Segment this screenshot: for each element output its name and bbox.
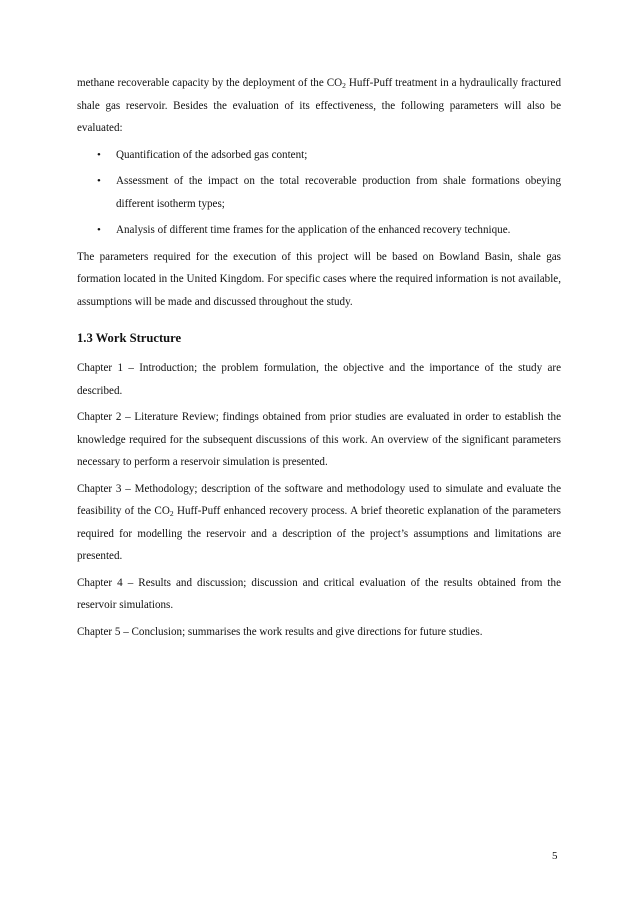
page-number: 5 [552,850,558,862]
bullet-icon: • [97,175,101,187]
chapter-2-paragraph: Chapter 2 – Literature Review; findings obtained from prior studies are evaluated in order to establish the knowledge required for the subsequent discussions of this work. An overview of the significant parameters necessary to perform a reservoir simulation is presented. [77,411,561,468]
chapter-4-paragraph: Chapter 4 – Results and discussion; discussion and critical evaluation of the results obtained from the reservoir simulations. [77,576,561,611]
intro-paragraph [77,72,561,140]
chapter-5-paragraph: Chapter 5 – Conclusion; summarises the work results and give directions for future studies. [77,625,483,638]
list-item-text: Analysis of different time frames for the application of the enhanced recovery technique. [116,224,511,236]
list-item [77,170,561,215]
evaluated-parameters-list [77,144,561,242]
parameters-paragraph: The parameters required for the execution of this project will be based on Bowland Basin, shale gas formation located in the United Kingdom. For specific cases where the required information is not available, assumptions will be made and discussed throughout the study. [77,250,561,308]
page-body [77,72,561,643]
list-item-text: Quantification of the adsorbed gas content; [116,148,308,161]
chapter-3-paragraph [77,478,561,568]
intro-text-end: Huff-Puff treatment in a hydraulically fractured shale gas reservoir. Besides the evaluation of its effectiveness, the following parameters will also be evaluated: [77,77,561,134]
list-item [77,144,561,167]
list-item-text: Assessment of the impact on the total recoverable production from shale formations obeying different isotherm types; [116,175,561,210]
chapter-3-text-end: Huff-Puff enhanced recovery process. A brief theoretic explanation of the parameters required for modelling the reservoir and a description of the project’s assumptions and limitations are presented. [77,505,561,562]
list-item [77,219,561,242]
chapter-3-text-start: Chapter 3 – Methodology; description of the software and methodology used to simulate and evaluate the feasibility of the CO [77,482,561,517]
bullet-icon: • [97,224,101,236]
intro-text-start: methane recoverable capacity by the deployment of the CO [77,77,343,89]
chapter-1-paragraph: Chapter 1 – Introduction; the problem formulation, the objective and the importance of the study are described. [77,362,561,397]
section-heading: 1.3 Work Structure [77,331,182,345]
co2-subscript: 2 [169,509,174,518]
co2-subscript: 2 [342,81,346,90]
bullet-icon: • [97,148,101,161]
